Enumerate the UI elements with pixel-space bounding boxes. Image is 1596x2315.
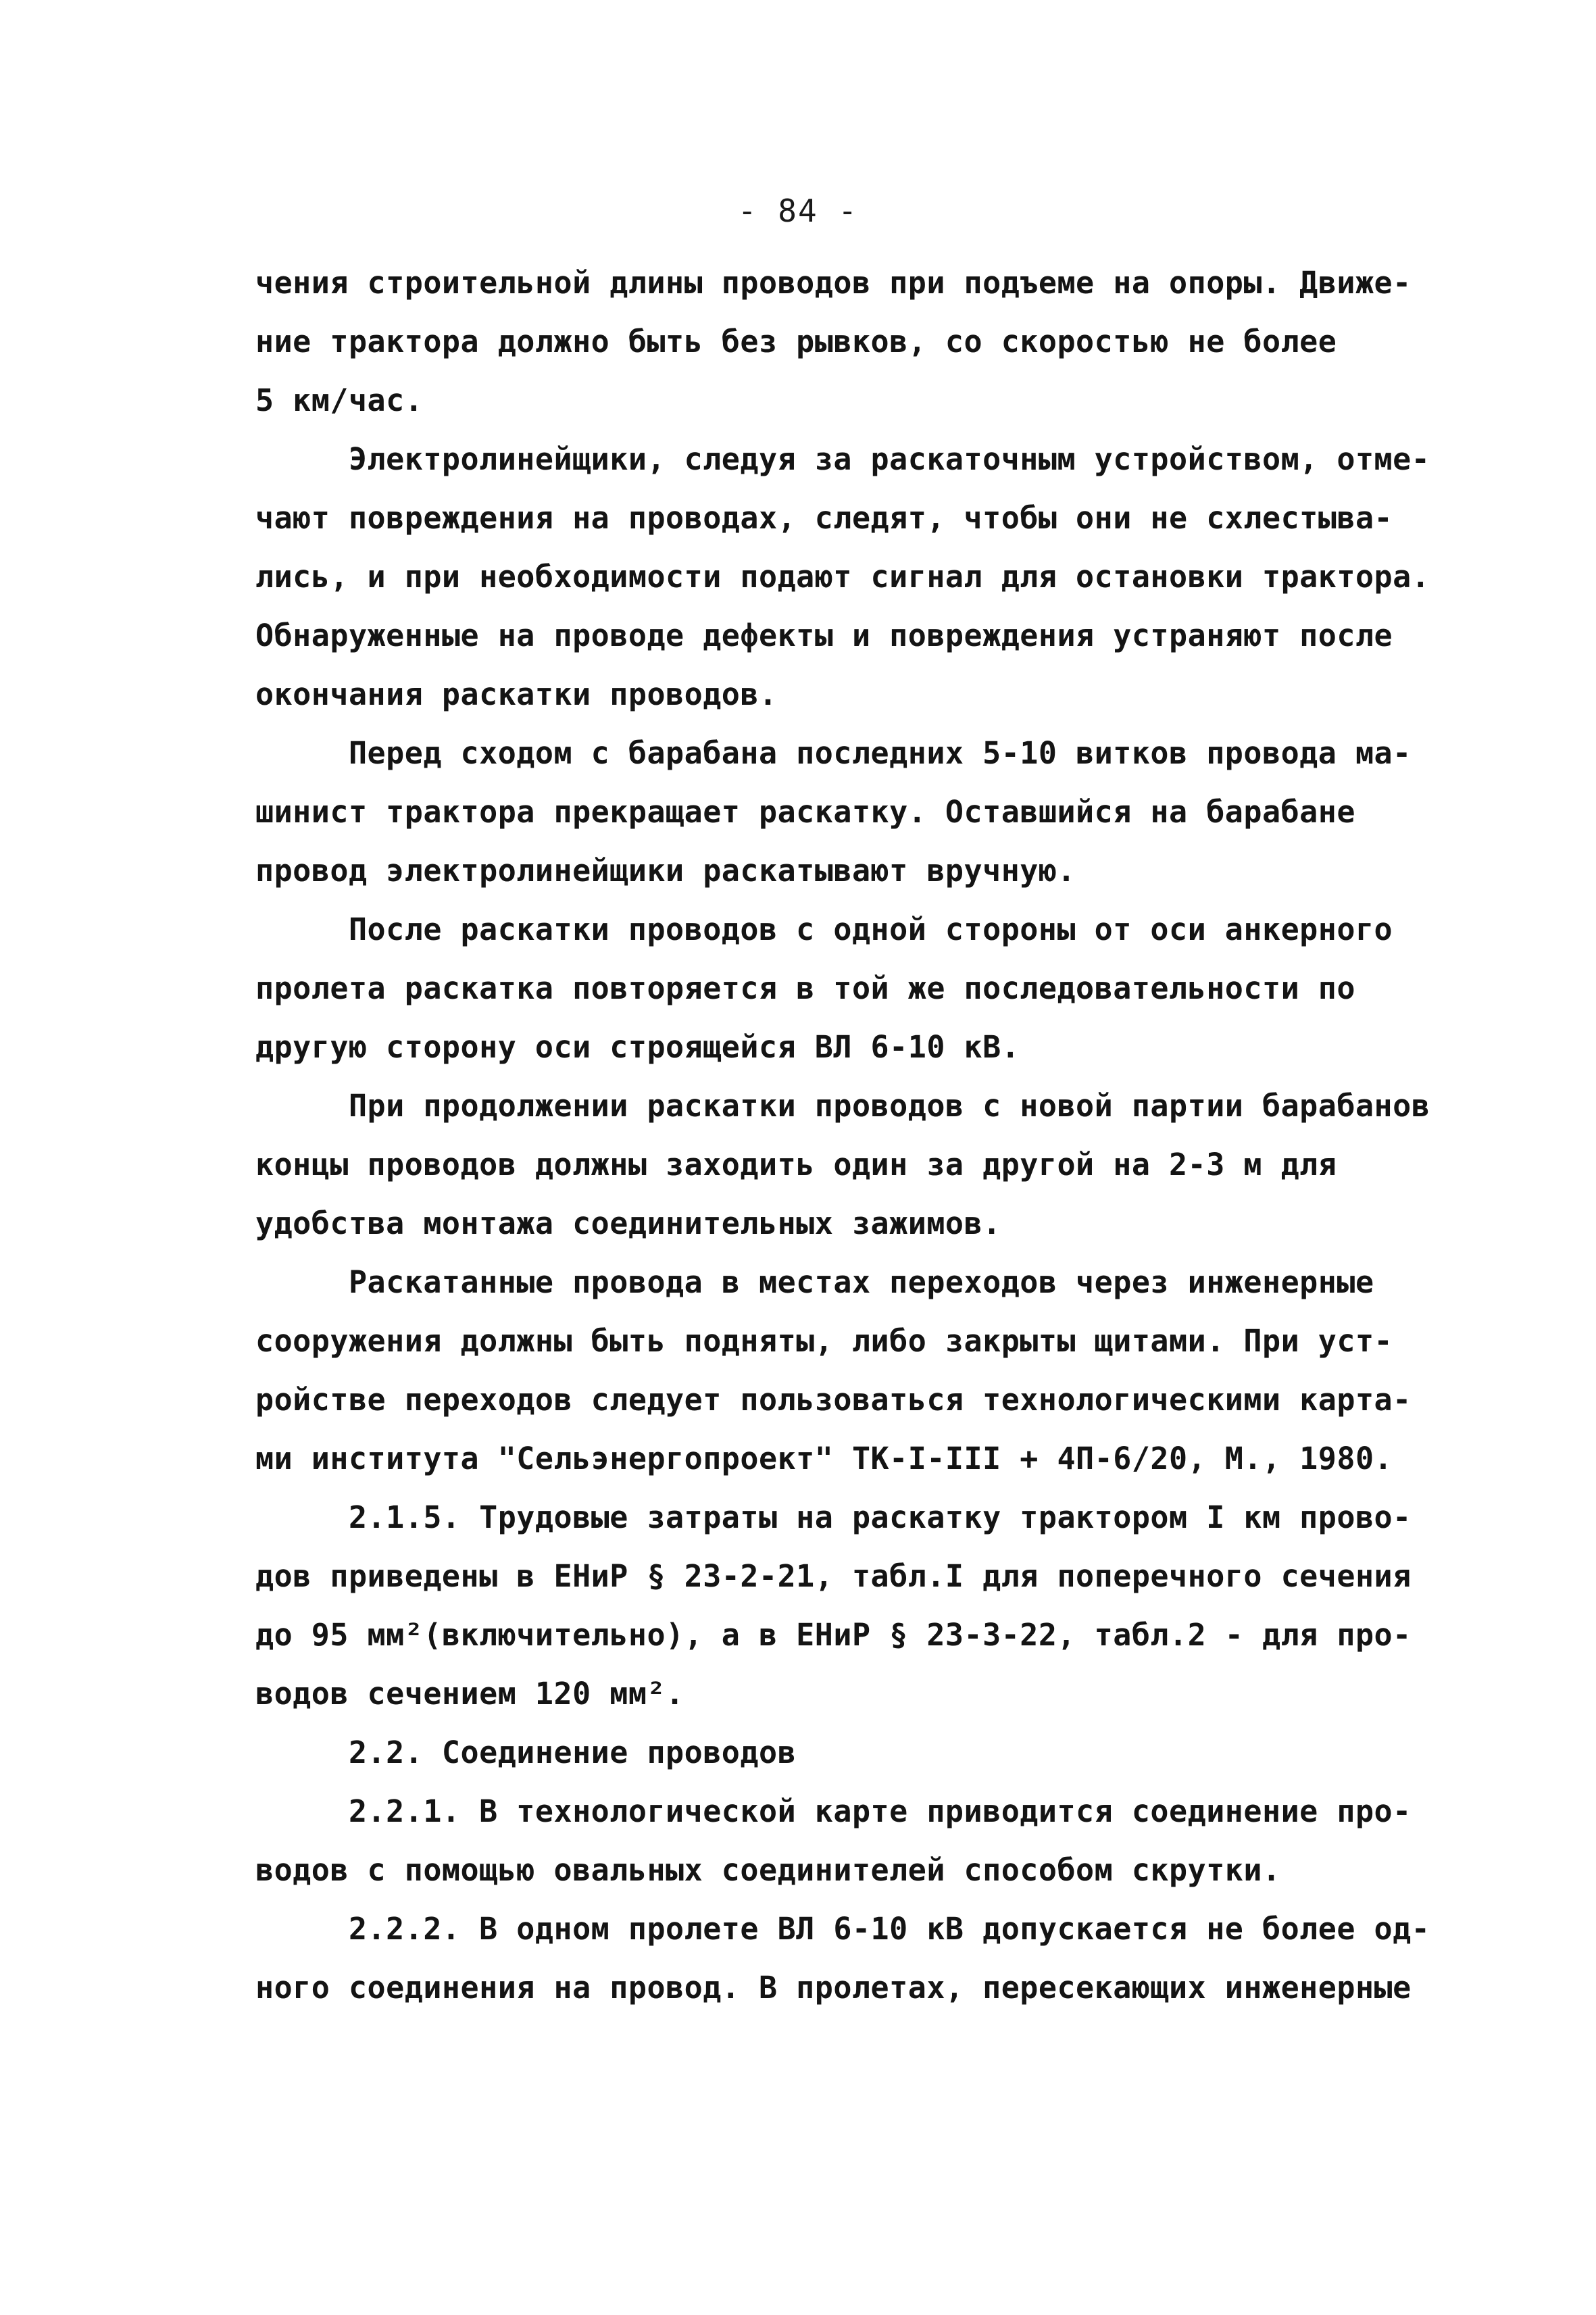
text-line: чают повреждения на проводах, следят, чтобы они не схлестыва- xyxy=(255,500,1393,536)
text-line: 5 км/час. xyxy=(255,382,424,418)
text-line: окончания раскатки проводов. xyxy=(255,676,778,712)
text-line: водов с помощью овальных соединителей способом скрутки. xyxy=(255,1852,1281,1888)
text-line: ми института "Сельэнергопроект" ТК-I-III + 4П-6/20, М., 1980. xyxy=(255,1441,1393,1476)
text-line: 2.1.5. Трудовые затраты на раскатку трактором I км прово- xyxy=(255,1499,1412,1535)
text-line: ройстве переходов следует пользоваться технологическими карта- xyxy=(255,1382,1412,1418)
text-line: провод электролинейщики раскатывают вручную. xyxy=(255,853,1076,889)
text-line: дов приведены в ЕНиР § 23-2-21, табл.I для поперечного сечения xyxy=(255,1558,1412,1594)
text-line: При продолжении раскатки проводов с новой партии барабанов xyxy=(255,1088,1430,1124)
text-line: лись, и при необходимости подают сигнал для остановки трактора. xyxy=(255,559,1430,595)
text-line: Перед сходом с барабана последних 5-10 витков провода ма- xyxy=(255,735,1412,771)
text-line: пролета раскатка повторяется в той же последовательности по xyxy=(255,970,1355,1006)
text-line: Обнаруженные на проводе дефекты и повреждения устраняют после xyxy=(255,618,1393,653)
text-line: водов сечением 120 мм². xyxy=(255,1676,684,1712)
text-line: 2.2.2. В одном пролете ВЛ 6-10 кВ допускается не более од- xyxy=(255,1911,1430,1947)
body-text xyxy=(255,253,1430,2017)
page-number: - 84 - xyxy=(737,193,859,229)
text-line: удобства монтажа соединительных зажимов. xyxy=(255,1205,1001,1241)
text-line: до 95 мм²(включительно), а в ЕНиР § 23-3-22, табл.2 - для про- xyxy=(255,1617,1412,1653)
text-line: После раскатки проводов с одной стороны от оси анкерного xyxy=(255,912,1393,947)
text-line: Раскатанные провода в местах переходов через инженерные xyxy=(255,1264,1374,1300)
text-line: Электролинейщики, следуя за раскаточным устройством, отме- xyxy=(255,441,1430,477)
text-line: шинист трактора прекращает раскатку. Оставшийся на барабане xyxy=(255,794,1355,830)
text-line: сооружения должны быть подняты, либо закрыты щитами. При уст- xyxy=(255,1323,1393,1359)
section-heading: 2.2. Соединение проводов xyxy=(255,1735,797,1770)
text-line: чения строительной длины проводов при подъеме на опоры. Движе- xyxy=(255,265,1412,301)
text-line: концы проводов должны заходить один за другой на 2-3 м для xyxy=(255,1147,1337,1183)
text-line: ние трактора должно быть без рывков, со скоростью не более xyxy=(255,324,1337,359)
text-line: ного соединения на провод. В пролетах, пересекающих инженерные xyxy=(255,1970,1412,2006)
text-line: 2.2.1. В технологической карте приводится соединение про- xyxy=(255,1793,1412,1829)
text-line: другую сторону оси строящейся ВЛ 6-10 кВ. xyxy=(255,1029,1020,1065)
